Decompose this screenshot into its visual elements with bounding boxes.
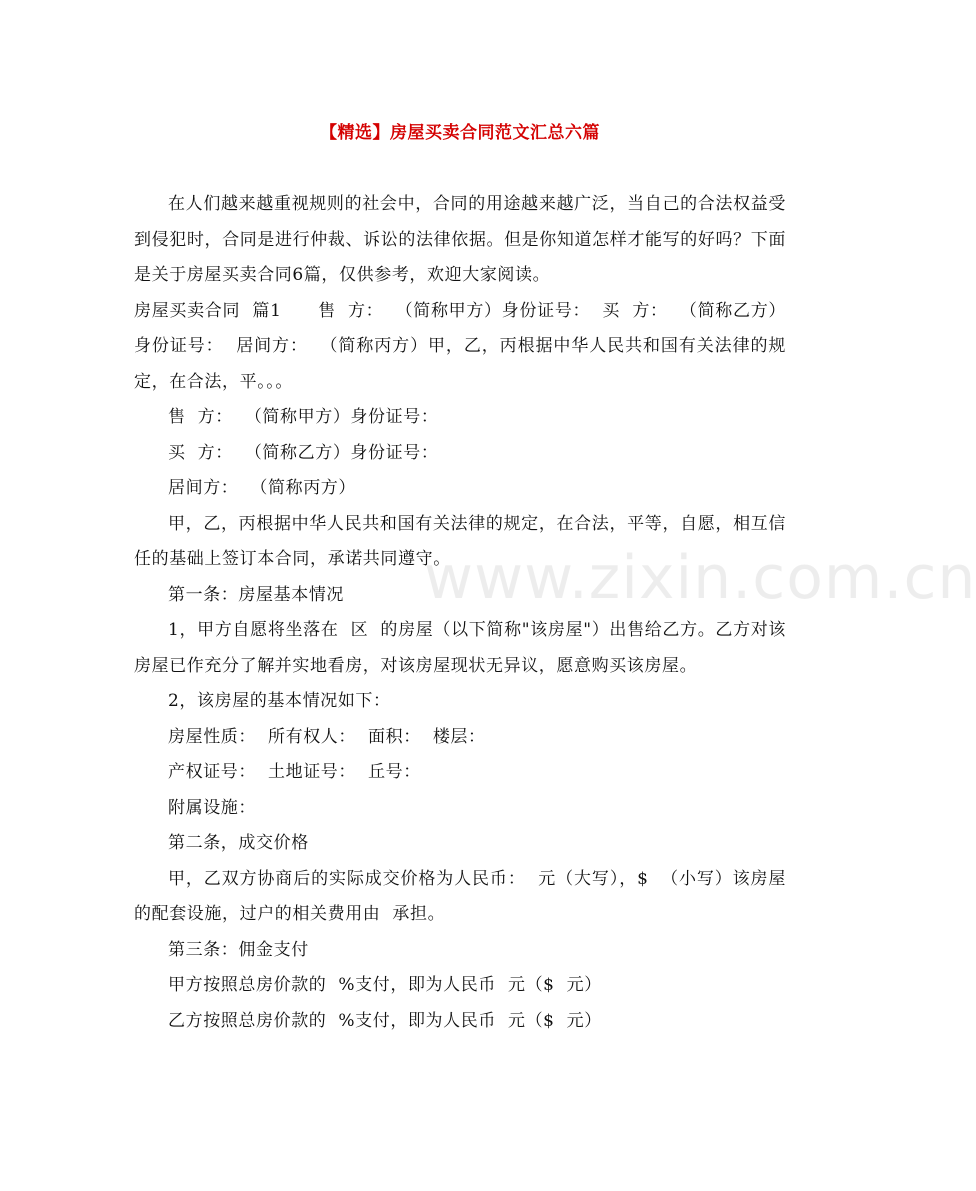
paragraph: 甲，乙双方协商后的实际成交价格为人民币： 元（大写），$ （小写）该房屋的配套设施，过户的相关费用由 承担。: [134, 868, 786, 924]
section-heading: 第三条：佣金支付: [168, 939, 309, 960]
document-title: [0, 118, 920, 143]
paragraph: 甲，乙，丙根据中华人民共和国有关法律的规定，在合法，平等，自愿，相互信任的基础上签订本合同，承诺共同遵守。: [134, 513, 786, 569]
section-heading: 第二条，成交价格: [168, 833, 309, 853]
document-body: [134, 187, 786, 1039]
paragraph: 2，该房屋的基本情况如下：: [168, 691, 391, 711]
paragraph: 产权证号： 土地证号： 丘号：: [168, 762, 421, 782]
paragraph: 1，甲方自愿将坐落在 区 的房屋（以下简称"该房屋"）出售给乙方。乙方对该房屋已作充分了解并实地看房，对该房屋现状无异议，愿意购买该房屋。: [134, 620, 786, 676]
paragraph: 买 方： （简称乙方）身份证号：: [168, 442, 439, 463]
paragraph: 售 方： （简称甲方）身份证号：: [168, 407, 439, 427]
title-tag: 【精选】: [320, 123, 390, 143]
title-text: 房屋买卖合同范文汇总六篇: [390, 123, 600, 143]
paragraph: 乙方按照总房价款的 %支付，即为人民币 元（$ 元）: [168, 1010, 602, 1031]
watermark: www.zixin.com.cn: [424, 543, 976, 613]
paragraph: 房屋买卖合同 篇1 售 方： （简称甲方）身份证号： 买 方： （简称乙方）身份证号： 居间方： （简称丙方）甲，乙，丙根据中华人民共和国有关法律的规定，在合法，平。。。: [134, 300, 786, 392]
paragraph: 房屋性质： 所有权人： 面积： 楼层：: [168, 726, 486, 747]
paragraph: 附属设施：: [168, 797, 256, 818]
paragraph: 居间方： （简称丙方）: [168, 478, 357, 498]
paragraph: 甲方按照总房价款的 %支付，即为人民币 元（$ 元）: [168, 975, 602, 995]
section-heading: 第一条：房屋基本情况: [168, 584, 344, 605]
paragraph: 在人们越来越重视规则的社会中，合同的用途越来越广泛，当自己的合法权益受到侵犯时，合同是进行仲裁、诉讼的法律依据。但是你知道怎样才能写的好吗？下面是关于房屋买卖合同6篇，仅供参考，欢迎大家阅读。: [134, 194, 786, 285]
